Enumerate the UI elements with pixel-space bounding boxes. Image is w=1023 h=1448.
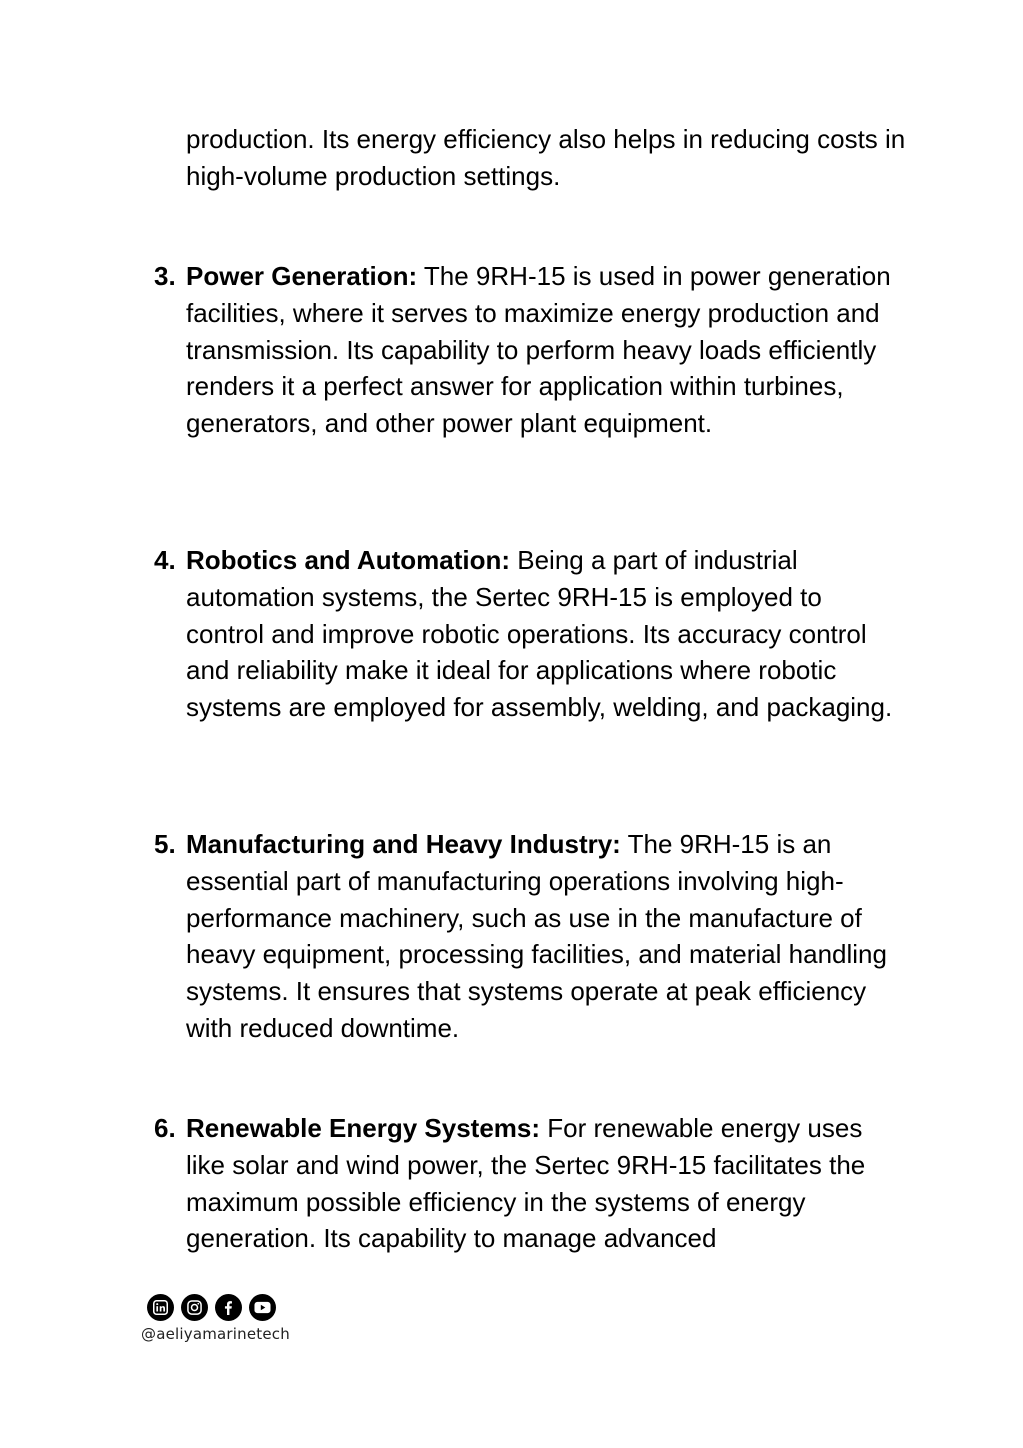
list-item-robotics-automation — [154, 542, 906, 726]
intro-paragraph: production. Its energy efficiency also helps in reducing costs in high-volume production settings. — [186, 124, 906, 191]
list-item-renewable-energy — [154, 1110, 906, 1257]
list-item-power-generation — [154, 258, 906, 442]
instagram-icon[interactable] — [181, 1294, 208, 1321]
list-item-heading: Renewable Energy Systems: — [186, 1113, 541, 1143]
linkedin-icon[interactable] — [147, 1294, 174, 1321]
list-item-heading: Power Generation: — [186, 261, 418, 291]
list-number: 6. — [154, 1113, 176, 1143]
list-item-manufacturing-heavy-industry — [154, 826, 906, 1047]
list-item-body: The 9RH-15 is used in power generation facilities, where it serves to maximize energy production and transmission. Its capability to perform heavy loads efficiently renders it a perfect answer for application within turbines, generators, and other power plant equipment. — [186, 261, 891, 439]
list-item-heading: Robotics and Automation: — [186, 545, 511, 575]
list-item-body: The 9RH-15 is an essential part of manufacturing operations involving high-performance machinery, such as use in the manufacture of heavy equipment, processing facilities, and material handling systems. It ensures that systems operate at peak efficiency with reduced downtime. — [186, 829, 887, 1043]
list-item-body: For renewable energy uses like solar and wind power, the Sertec 9RH-15 facilitates the maximum possible efficiency in the systems of energy generation. Its capability to manage advanced — [186, 1113, 866, 1254]
social-footer — [141, 1292, 341, 1352]
list-item-body: Being a part of industrial automation systems, the Sertec 9RH-15 is employed to control and improve robotic operations. Its accuracy control and reliability make it ideal for applications where robotic systems are employed for assembly, welding, and packaging. — [186, 545, 893, 723]
youtube-icon[interactable] — [249, 1294, 276, 1321]
facebook-icon[interactable] — [215, 1294, 242, 1321]
list-number: 4. — [154, 545, 176, 575]
list-item-heading: Manufacturing and Heavy Industry: — [186, 829, 621, 859]
list-number: 3. — [154, 261, 176, 291]
social-handle: @aeliyamarinetech — [141, 1325, 290, 1343]
social-icons — [147, 1294, 276, 1321]
list-number: 5. — [154, 829, 176, 859]
